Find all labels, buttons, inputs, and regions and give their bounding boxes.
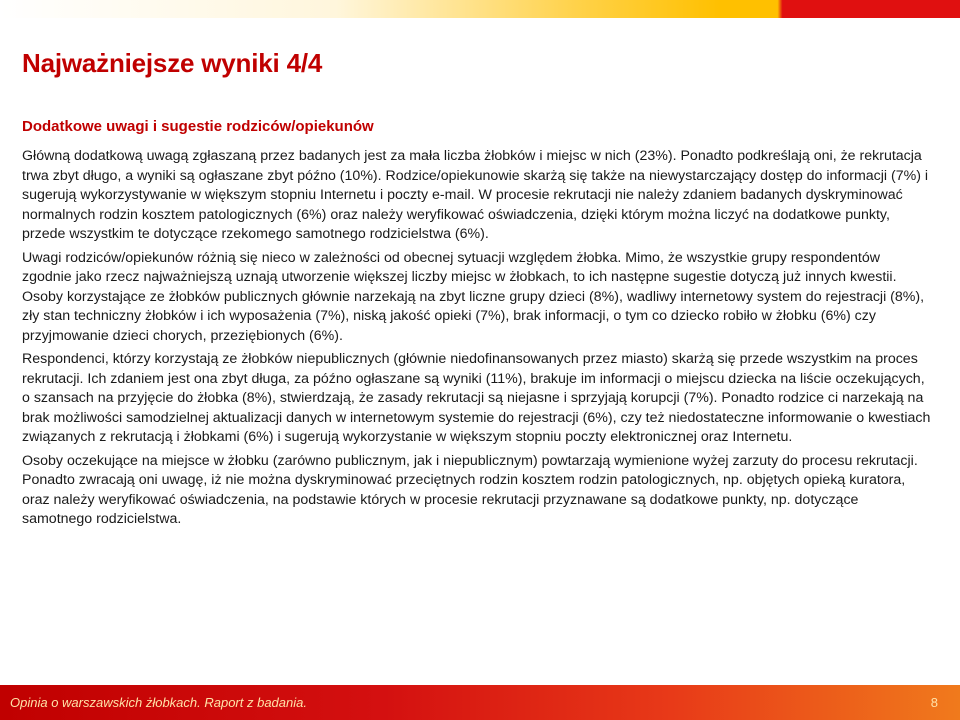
slide-title: Najważniejsze wyniki 4/4 — [22, 48, 323, 78]
page-number: 8 — [930, 695, 938, 710]
paragraph-3: Respondenci, którzy korzystają ze żłobków niepublicznych (głównie niedofinansowanych przez miasto) skarżą się przede wszystkim na proces rekrutacji. Ich zdaniem jest ona zbyt długa, za późno ogłaszane są wyniki (11%), brakuje im informacji o miejscu dziecka na liście oczekujących, o szansach na przyjęcie do żłobka (8%), stwierdzają, że zasady rekrutacji są niejasne i sprzyjają korupcji (7%). Ponadto rodzice ci narzekają na brak możliwości samodzielnej aktualizacji danych w internetowym systemie do rejestracji (6%), czy też niedostateczne informowanie o kwestiach związanych z rekrutacją i żłobkami (6%) i sugerują wykorzystanie w większym stopniu poczty elektronicznej oraz Internetu. — [22, 351, 931, 445]
paragraph-4: Osoby oczekujące na miejsce w żłobku (zarówno publicznym, jak i niepublicznym) powtarzają wymienione wyżej zarzuty do procesu rekrutacji. Ponadto zwracają oni uwagę, iż nie można dyskryminować przeciętnych rodzin kosztem rodzin patologicznych, np. objętych opieką kuratora, oraz należy weryfikować oświadczenia, na podstawie których w procesie rekrutacji przyznawane są dodatkowe punkty, np. dotyczące samotnego rodzicielstwa. — [22, 452, 918, 527]
footer-caption: Opinia o warszawskich żłobkach. Raport z badania. — [10, 695, 307, 710]
top-decorative-bar — [0, 0, 960, 18]
paragraph-2: Uwagi rodziców/opiekunów różnią się nieco w zależności od obecnej sytuacji względem żłobka. Mimo, że wszystkie grupy respondentów zgodnie jako rzecz najważniejszą uznają utworzenie większej liczby miejsc w żłobkach, to ich następne sugestie dotyczą już innych kwestii. Osoby korzystające ze żłobków publicznych głównie narzekają na zbyt liczne grupy dzieci (8%), wadliwy internetowy system do rejestracji (8%), zły stan techniczny żłobków i ich wyposażenia (7%), niską jakość opieki (7%), brak informacji, o tym co dziecko robiło w żłobku (6%) czy przyjmowanie dzieci chorych, przeziębionych (6%). — [22, 249, 925, 344]
slide-subtitle: Dodatkowe uwagi i sugestie rodziców/opiekunów — [22, 118, 374, 135]
paragraph-1: Główną dodatkową uwagą zgłaszaną przez badanych jest za mała liczba żłobków i miejsc w nich (23%). Ponadto podkreślają oni, że rekrutacja trwa zbyt długo, a wyniki są ogłaszane zbyt późno (10%). Rodzice/opiekunowie skarżą się także na niewystarczający dostęp do informacji (7%) i sugerują wykorzystywanie w większym stopniu Internetu i poczty e-mail. W procesie rekrutacji nie należy zdaniem badanych dyskryminować normalnych rodzin kosztem patologicznych (6%) oraz należy weryfikować oświadczenia, dzięki którym można liczyć na dodatkowe punkty, przede wszystkim te dotyczące rzekomego samotnego rodzicielstwa (6%). — [22, 148, 929, 242]
footer-bar — [0, 685, 960, 720]
body-text — [22, 147, 932, 534]
